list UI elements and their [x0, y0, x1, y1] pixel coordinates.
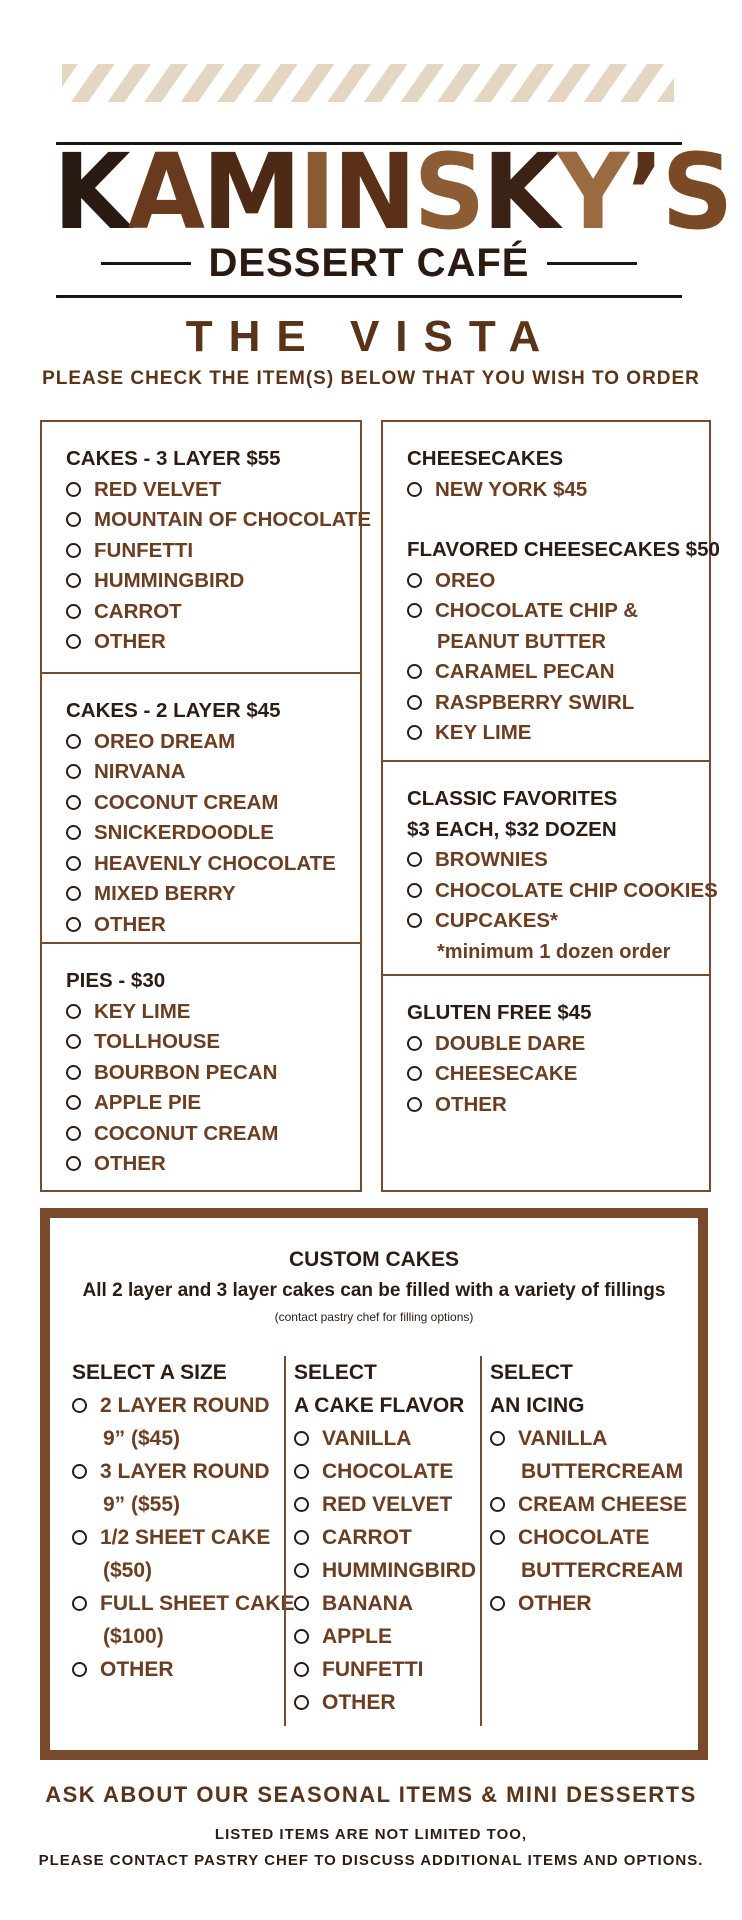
item-label: HUMMINGBIRD — [322, 1559, 476, 1582]
radio-button[interactable] — [72, 1662, 87, 1677]
menu-item[interactable] — [294, 1620, 480, 1653]
radio-button[interactable] — [66, 886, 81, 901]
brand-letter: Y — [557, 131, 627, 253]
item-label: CHEESECAKE — [435, 1062, 578, 1085]
brand-letter: K — [53, 131, 128, 253]
subbrand-line-right — [547, 262, 637, 265]
radio-button[interactable] — [66, 856, 81, 871]
menu-item[interactable] — [407, 876, 718, 907]
menu-item[interactable] — [66, 727, 360, 758]
item-label: NEW YORK $45 — [435, 477, 588, 501]
menu-item[interactable] — [66, 788, 360, 819]
section-title: CAKES - 2 LAYER $45 — [66, 699, 281, 722]
menu-item[interactable] — [294, 1422, 480, 1455]
menu-item[interactable] — [407, 1029, 709, 1060]
item-label: HUMMINGBIRD — [94, 569, 245, 592]
item-label: BROWNIES — [435, 848, 548, 871]
column-title: SELECT — [294, 1361, 377, 1384]
item-label: CARROT — [94, 599, 182, 623]
option-label: 1/2 SHEET CAKE — [100, 1526, 271, 1549]
menu-item[interactable] — [294, 1521, 480, 1554]
custom-cakes-box — [40, 1208, 708, 1760]
item-label: APPLE PIE — [94, 1091, 202, 1114]
option-label: VANILLA — [518, 1427, 608, 1450]
option-label-line2: ($100) — [103, 1625, 164, 1648]
subbrand-row — [56, 238, 682, 288]
item-label: CHOCOLATE — [322, 1460, 454, 1483]
radio-button[interactable] — [490, 1596, 505, 1611]
brand-letter: S — [661, 131, 731, 253]
flavor-list — [294, 1422, 480, 1719]
menu-item[interactable]: RASPBERRY SWIRL — [407, 688, 709, 719]
radio-button[interactable] — [407, 695, 422, 710]
footer-note-1: LISTED ITEMS ARE NOT LIMITED TOO, — [214, 1826, 528, 1843]
radio-button[interactable] — [66, 573, 81, 588]
radio-button[interactable] — [490, 1530, 505, 1545]
radio-button[interactable] — [66, 512, 81, 527]
location-title: THE VISTA — [185, 312, 557, 361]
item-label: OTHER — [94, 1152, 166, 1175]
radio-button[interactable] — [66, 825, 81, 840]
radio-button[interactable] — [294, 1431, 309, 1446]
option-label: CREAM CHEESE — [518, 1493, 688, 1516]
menu-item[interactable] — [66, 536, 360, 567]
section-title: CHEESECAKES — [407, 447, 564, 470]
radio-button[interactable] — [294, 1497, 309, 1512]
menu-item[interactable] — [407, 1090, 709, 1121]
item-label: CHOCOLATE CHIP COOKIES — [435, 878, 718, 902]
item-label: HEAVENLY CHOCOLATE — [94, 851, 336, 875]
item-label: MOUNTAIN OF CHOCOLATE — [94, 508, 372, 531]
section-title: CAKES - 3 LAYER $55 — [66, 447, 281, 470]
item-label: SNICKERDOODLE — [94, 821, 274, 844]
radio-button[interactable] — [66, 1065, 81, 1080]
item-list — [66, 997, 360, 1180]
order-instruction: PLEASE CHECK THE ITEM(S) BELOW THAT YOU WISH TO ORDER — [42, 368, 700, 389]
radio-button[interactable] — [294, 1464, 309, 1479]
item-label: BANANA — [322, 1592, 413, 1615]
item-label: OTHER — [94, 630, 166, 653]
item-label: TOLLHOUSE — [94, 1030, 221, 1053]
radio-button[interactable] — [294, 1629, 309, 1644]
menu-item[interactable]: KEY LIME — [407, 718, 709, 749]
radio-button[interactable] — [66, 764, 81, 779]
option-label-line2: ($50) — [103, 1559, 153, 1582]
menu-item[interactable] — [66, 566, 360, 597]
brand-letter: S — [413, 131, 483, 253]
item-label: FUNFETTI — [322, 1658, 424, 1681]
radio-button[interactable] — [66, 634, 81, 649]
menu-item[interactable] — [407, 475, 709, 506]
item-label: COCONUT CREAM — [94, 790, 279, 814]
menu-item[interactable] — [66, 757, 360, 788]
radio-button[interactable] — [66, 795, 81, 810]
item-label: RED VELVET — [322, 1493, 453, 1516]
item-list — [66, 475, 372, 658]
option-label-line2: BUTTERCREAM — [521, 1559, 684, 1582]
section-cakes-3-layer — [42, 422, 372, 672]
menu-item[interactable]: CARAMEL PECAN — [407, 657, 709, 688]
option-label: OTHER — [518, 1592, 592, 1615]
radio-button[interactable] — [66, 1126, 81, 1141]
radio-button[interactable] — [407, 1066, 422, 1081]
column-title-line2: A CAKE FLAVOR — [294, 1394, 465, 1417]
radio-button[interactable] — [66, 1156, 81, 1171]
menu-item[interactable] — [66, 997, 360, 1028]
section-title: PIES - $30 — [66, 969, 166, 992]
item-label: BOURBON PECAN — [94, 1060, 278, 1084]
item-label: APPLE — [322, 1625, 393, 1648]
option-item[interactable] — [490, 1488, 690, 1521]
menu-item[interactable] — [66, 1149, 360, 1180]
column-title: SELECT — [490, 1361, 573, 1384]
radio-button[interactable] — [407, 913, 422, 928]
menu-item[interactable] — [66, 1027, 360, 1058]
item-label: CARROT — [322, 1526, 412, 1549]
radio-button[interactable] — [407, 482, 422, 497]
item-label: NIRVANA — [94, 760, 186, 783]
menu-item[interactable] — [407, 845, 709, 876]
radio-button[interactable] — [72, 1398, 87, 1413]
spacer — [407, 505, 709, 535]
radio-button[interactable] — [407, 852, 422, 867]
item-label: VANILLA — [322, 1427, 412, 1450]
item-label: DOUBLE DARE — [435, 1031, 586, 1055]
menu-item[interactable] — [407, 1059, 709, 1090]
menu-item[interactable] — [66, 627, 360, 658]
section-pies — [42, 942, 360, 1192]
brand-subtitle: DESSERT CAFÉ — [208, 240, 530, 285]
radio-button[interactable] — [490, 1431, 505, 1446]
radio-button[interactable] — [72, 1596, 87, 1611]
radio-button[interactable] — [294, 1596, 309, 1611]
menu-item[interactable] — [294, 1653, 480, 1686]
section-title: GLUTEN FREE $45 — [407, 1001, 592, 1024]
radio-button[interactable] — [407, 883, 422, 898]
column-title: SELECT A SIZE — [72, 1361, 227, 1384]
section-classic-favorites — [383, 760, 718, 974]
radio-button[interactable] — [407, 664, 422, 679]
seasonal-callout: ASK ABOUT OUR SEASONAL ITEMS & MINI DESSERTS — [45, 1782, 697, 1807]
item-label: FUNFETTI — [94, 538, 194, 562]
radio-button[interactable] — [490, 1497, 505, 1512]
radio-button[interactable] — [407, 1097, 422, 1112]
menu-item[interactable] — [66, 879, 360, 910]
radio-button[interactable] — [294, 1563, 309, 1578]
size-list — [72, 1389, 295, 1686]
footer-note-2: PLEASE CONTACT PASTRY CHEF TO DISCUSS ADDITIONAL ITEMS AND OPTIONS. — [38, 1852, 704, 1869]
brand-letter: K — [482, 131, 558, 253]
column-size — [72, 1356, 295, 1686]
item-label: RED VELVET — [94, 477, 222, 501]
radio-button[interactable] — [407, 725, 422, 740]
option-label: CHOCOLATE — [518, 1526, 650, 1549]
brand-letter: N — [332, 131, 414, 253]
option-item[interactable] — [490, 1422, 690, 1455]
menu-item[interactable] — [294, 1554, 480, 1587]
option-label-line2: 9” ($45) — [103, 1427, 181, 1450]
menu-item[interactable] — [66, 505, 372, 536]
item-label: OTHER — [94, 912, 166, 936]
custom-note: (contact pastry chef for filling options) — [274, 1310, 474, 1324]
item-list — [66, 727, 360, 941]
item-list — [407, 475, 709, 506]
option-label-line2: 9” ($55) — [103, 1493, 181, 1516]
radio-button[interactable] — [66, 1004, 81, 1019]
item-continuation: PEANUT BUTTER — [437, 630, 606, 653]
radio-button[interactable] — [66, 734, 81, 749]
option-label: 3 LAYER ROUND — [100, 1460, 270, 1483]
radio-button[interactable] — [66, 543, 81, 558]
radio-button[interactable] — [294, 1530, 309, 1545]
radio-button[interactable] — [407, 603, 422, 618]
bottom-rule — [56, 295, 682, 298]
option-item[interactable] — [490, 1521, 690, 1554]
menu-item[interactable] — [294, 1686, 480, 1719]
column-icing — [480, 1356, 690, 1726]
menu-item[interactable] — [66, 1119, 360, 1150]
menu-item[interactable]: CHOCOLATE CHIP & — [407, 596, 709, 627]
icing-list — [490, 1422, 690, 1620]
option-item[interactable] — [72, 1455, 282, 1488]
radio-button[interactable] — [294, 1662, 309, 1677]
menu-item[interactable] — [66, 475, 360, 506]
brand-letter: ’ — [626, 131, 662, 253]
radio-button[interactable] — [407, 1036, 422, 1051]
radio-button[interactable] — [66, 1095, 81, 1110]
radio-button[interactable] — [72, 1530, 87, 1545]
brand-letter: I — [298, 131, 333, 253]
menu-item[interactable] — [66, 910, 360, 941]
radio-button[interactable] — [407, 573, 422, 588]
radio-button[interactable] — [66, 1034, 81, 1049]
section-cakes-2-layer — [42, 672, 360, 942]
option-label: 2 LAYER ROUND — [100, 1394, 270, 1417]
brand-letter: M — [202, 131, 299, 253]
item-label: KEY LIME — [94, 999, 191, 1023]
item-list — [407, 845, 718, 937]
option-label-line2: BUTTERCREAM — [521, 1460, 684, 1483]
item-label: OTHER — [435, 1092, 507, 1116]
section-gluten-free — [383, 974, 709, 1192]
menu-box-right — [381, 420, 720, 1192]
custom-subtitle: All 2 layer and 3 layer cakes can be filled with a variety of fillings — [82, 1280, 666, 1301]
radio-button[interactable] — [66, 482, 81, 497]
option-item[interactable] — [72, 1653, 282, 1686]
section-title: FLAVORED CHEESECAKES $50 — [407, 538, 720, 561]
option-label: OTHER — [100, 1658, 174, 1681]
item-label: CUPCAKES* — [435, 909, 559, 932]
option-label: FULL SHEET CAKE — [100, 1592, 295, 1615]
item-label: COCONUT CREAM — [94, 1121, 279, 1145]
menu-item[interactable] — [66, 1088, 360, 1119]
custom-title: CUSTOM CAKES — [289, 1248, 459, 1271]
menu-item[interactable] — [294, 1587, 480, 1620]
menu-item[interactable] — [294, 1455, 480, 1488]
menu-item[interactable] — [407, 906, 709, 937]
item-label: OTHER — [322, 1691, 396, 1714]
item-label: OREO DREAM — [94, 729, 236, 753]
item-list — [407, 1029, 709, 1121]
brand-logo — [53, 131, 731, 253]
radio-button[interactable] — [294, 1695, 309, 1710]
decorative-stripe-banner — [62, 64, 674, 102]
menu-item[interactable] — [66, 818, 360, 849]
menu-box-left — [40, 420, 372, 1192]
section-title: CLASSIC FAVORITES — [407, 787, 618, 810]
item-label: MIXED BERRY — [94, 882, 236, 905]
menu-item[interactable] — [66, 1058, 360, 1089]
subbrand-line-left — [101, 262, 191, 265]
option-item[interactable] — [72, 1389, 282, 1422]
column-flavor — [284, 1356, 480, 1726]
column-title-line2: AN ICING — [490, 1394, 585, 1417]
minimum-order-note: *minimum 1 dozen order — [437, 940, 671, 963]
radio-button[interactable] — [66, 917, 81, 932]
menu-item[interactable]: OREO — [407, 566, 709, 597]
menu-item[interactable] — [66, 849, 360, 880]
option-item[interactable] — [72, 1587, 295, 1620]
option-item[interactable] — [490, 1587, 690, 1620]
menu-item[interactable] — [294, 1488, 480, 1521]
menu-item[interactable] — [66, 597, 360, 628]
section-subtitle: $3 EACH, $32 DOZEN — [407, 817, 617, 841]
radio-button[interactable] — [66, 604, 81, 619]
radio-button[interactable] — [72, 1464, 87, 1479]
option-item[interactable] — [72, 1521, 282, 1554]
brand-letter: A — [127, 131, 203, 253]
section-cheesecakes — [383, 422, 720, 760]
